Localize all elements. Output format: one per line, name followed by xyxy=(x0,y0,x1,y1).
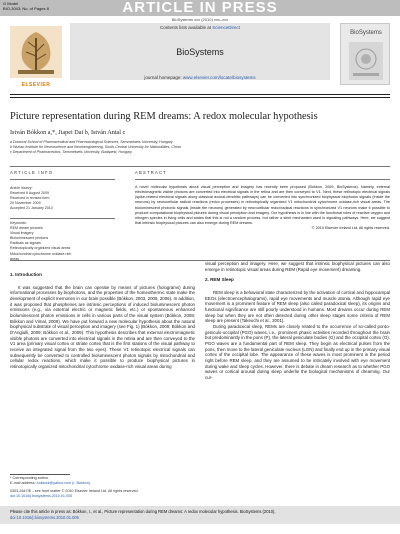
corresponding-author-note xyxy=(10,476,195,486)
cover-art-icon xyxy=(349,42,383,80)
banner-title: ARTICLE IN PRESS xyxy=(122,0,278,16)
abstract-copyright: © 2010 Elsevier Ireland Ltd. All rights reserved. xyxy=(311,226,390,231)
footnote-rule xyxy=(10,474,70,475)
history-item: Accepted 21 January 2010 xyxy=(10,206,53,211)
article-history xyxy=(10,186,115,211)
abstract-body xyxy=(135,185,390,231)
homepage-link[interactable]: www.elsevier.com/locate/biosystems xyxy=(182,75,256,80)
journal-reference: BioSystems xxx (2010) xxx–xxx xyxy=(171,17,229,22)
cover-title: BioSystems xyxy=(350,30,382,36)
body-column-left xyxy=(10,270,195,370)
publisher-name: ELSEVIER xyxy=(21,82,51,88)
rem-paragraph-2: During paradoxical sleep, REMs are closely related to the occurrence of so-called ponto-geniculo-occipital (PGO) waves, i.e., prominent phasic activities recorded throughout the brain but predominantly in the pons (P), the lateral geniculate bodies (G) and the occipital cortex (O). PGO waves are a fundamental part of REM sleep. They begin as electrical pulses from the pons, then move to the lateral geniculate nucleus (LGN) and finally end up in the primary visual cortex of the occipital lobe. The appearance of these waves is most prominent in the period right before REM sleep, and they are assumed to be intricately involved with eye movement during wake and sleep cycles. However, there is debate in dream research as to whether PGO waves or cortical arousal during sleep underlie the biological mechanisms of dreaming. Our cur- xyxy=(205,323,390,380)
abstract-rule xyxy=(135,179,390,180)
affiliation-a: a Doctoral School of Pharmaceutical and Pharmacological Sciences, Semmelweis University, Hungary xyxy=(10,140,173,144)
journal-cover xyxy=(340,23,390,85)
info-rule xyxy=(10,179,115,180)
citation-text: Please cite this article in press as: Bókkon, I., et al., Picture representation during REM dreams: A redox molecular hypothesis. BioSystems (2010), xyxy=(10,509,276,514)
contents-line: Contents lists available at ScienceDirect xyxy=(159,25,241,30)
author-list: István Bókkon a,*, Jiapei Dai b, István Antal c xyxy=(10,129,126,136)
rem-paragraph-1: REM sleep is a behavioral state characterized by the activation of cortical and hippocampal EEGs (electroencephalograms), rapid eye movements and muscle atonia. Although rapid eye movement is a prominent feature of REM sleep (also called paradoxical sleep), its origins and functional significance are still poorly understood in humans. Most dreams occur during REM sleep but when they are not often detected during other sleep stages some criteria of REM sleep are present (Takeuchi et al., 2001). xyxy=(205,289,390,324)
corresponding-label: * Corresponding author. xyxy=(10,476,49,480)
history-item: 20 November 2009 xyxy=(10,201,41,206)
issn-line: 0303-2647/$ – see front matter © 2010 Elsevier Ireland Ltd. All rights reserved. xyxy=(10,489,139,493)
pages-label: BIO-3043; No. of Pages 8 xyxy=(3,6,49,11)
affiliation-b: b Wuhan Institute for Neuroscience and Neuroengineering, South-Central University for Nationalities, China xyxy=(10,145,181,150)
keywords-rule xyxy=(10,218,115,219)
header-rule-thin xyxy=(10,97,390,98)
keyword-item: REM dream pictures xyxy=(10,226,43,231)
keyword-item: areas xyxy=(10,256,19,261)
history-item: Received in revised form xyxy=(10,196,50,201)
email-line: E-mail address: bokkoni@yahoo.com (I. Bókkon). xyxy=(10,480,92,485)
rem-heading: 2. REM Sleep xyxy=(205,277,234,283)
abstract-heading: ABSTRACT xyxy=(135,170,167,175)
article-in-press-banner xyxy=(0,0,400,16)
abstract-text: A novel molecular hypothesis about visual perception and imagery has recently been proposed (Bókkon, 2009, BioSystems). Namely, external electromagnetic visible photons are converted into electrical signals in the retina and are then conveyed to V1. Next, these retinotopic electrical signals (spike-related electrical signals along classical axonal-dendritic pathways) can be converted into synchronized biophysical biophoton signals (inside the neurons) by neurocellular radical reactions (redox processes) in retinotopically organized V1 mitochondrial cytochrome oxidase-rich visual areas. The bioluminescent photonic signals (inside the neurons) generated by neurocellular redox/radical reactions in synchronized V1 neurons make it possible to produce computational biophysical pictures during visual perception and imagery. Our hypothesis is in line with the functional roles of reactive oxygen and nitrogen species in living cells and states that this is not a random process, but rather a strict mechanism used in signaling pathways. Here, we suggest that intrinsic biophysical pictures can also emerge during REM dreams. xyxy=(135,185,390,226)
affiliation-rule xyxy=(10,166,390,167)
affiliation-c: c Department of Pharmaceutics, Semmelweis University, Budapest, Hungary xyxy=(10,150,132,155)
history-item: Received 6 August 2009 xyxy=(10,191,49,196)
affiliations xyxy=(10,140,181,156)
keyword-item: Bioluminescent photons xyxy=(10,236,49,241)
keywords xyxy=(10,221,115,262)
issn-block xyxy=(10,489,210,499)
continued-paragraph: visual perception and imagery. Here, we suggest that intrinsic biophysical pictures can also emerge in retinotopic visual areas during REM (Rapid eye movement) dreaming. xyxy=(205,261,390,272)
citation-doi-link[interactable]: doi:10.1016/j.biosystems.2010.01.005 xyxy=(10,514,79,520)
keywords-label: Keywords: xyxy=(10,221,27,225)
citation-box xyxy=(0,506,400,524)
keyword-item: Retinotopically organized visual areas xyxy=(10,246,71,251)
sciencedirect-link[interactable]: ScienceDirect xyxy=(212,25,241,30)
elsevier-logo-icon xyxy=(10,26,62,78)
header-rule xyxy=(10,94,390,95)
keyword-item: Visual imagery xyxy=(10,231,34,236)
paper-title: Picture representation during REM dreams: A redox molecular hypothesis xyxy=(10,111,318,122)
journal-header-box xyxy=(70,23,330,80)
intro-heading: 1. Introduction xyxy=(10,272,42,277)
doi-link[interactable]: doi:10.1016/j.biosystems.2010.01.005 xyxy=(10,493,73,498)
keyword-item: Mitochondrial cytochrome oxidase-rich xyxy=(10,251,72,256)
intro-paragraph: It was suggested that the brain can operate by means of pictures (holograms) during informational processes by biophotons, and the properties of the homeothermic state make the development of explicit memories in our brain possible (Bókkon, 2003, 2005, 2006). In addition, it was proposed that phosphenes are intrinsic perceptions of induced bioluminescent photon emissions (e.g., via external electric or magnetic fields, etc.) or spontaneous enhanced bioluminescent photon emissions in cells in various parts of the visual system (Bókkon, 2008; Bókkon and Vimal, 2009). We have put forward a new molecular hypothesis about the natural biophysical substrate of visual perception and imagery (see Fig. 1) (Bókkon, 2009; Bókkon and D'Angiulli, 2009; Bókkon et al., 2009). This hypothesis describes that external electromagnetic visible photons are converted into electrical signals in the retina and are then conveyed to the V1 area (primary visual cortex or striate cortex that is the first stations of the visual pathway to receive an integrated signal from the two eyes). These V1 retinotopic electrical signals can subsequently be converted to controlled bioluminescent photon signals by mitochondrial and cellular redox reactions, which make it possible to produce biophysical pictures in retinotopically organized mitochondrial cytochrome oxidase-rich visual areas during xyxy=(10,284,196,369)
keyword-item: Radicals as signals xyxy=(10,241,41,246)
body-column-right xyxy=(205,261,390,380)
journal-title: BioSystems xyxy=(176,47,224,57)
journal-homepage: journal homepage: www.elsevier.com/locate/biosystems xyxy=(144,75,256,80)
history-label: Article history: xyxy=(10,186,33,190)
gmodel-label: G Model xyxy=(3,1,19,6)
email-link[interactable]: bokkoni@yahoo.com (I. Bókkon). xyxy=(36,480,92,485)
article-info-heading: ARTICLE INFO xyxy=(10,170,54,175)
